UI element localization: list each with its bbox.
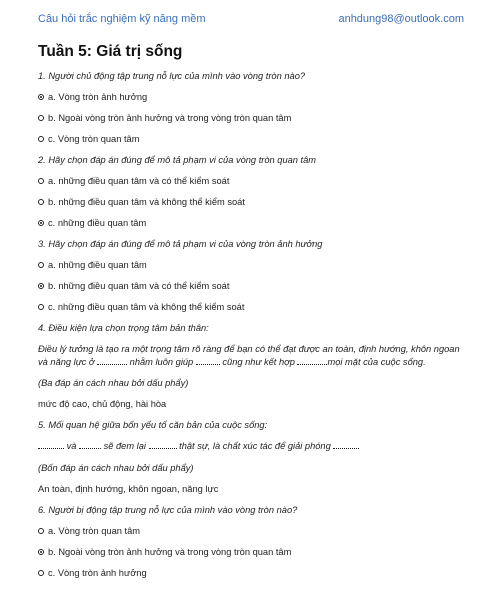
- radio-icon[interactable]: [38, 178, 44, 184]
- q4-note: (Ba đáp án cách nhau bởi dấu phẩy): [38, 378, 189, 388]
- q4-fill-in-text: Điều lý tưởng là tạo ra một trọng tâm rõ ràng để bạn có thể đạt được an toàn, định hướng, khôn ngoan và năng lực ở nhằm luôn giúp cũng như kết hợp mọi mặt của cuộc sống.: [38, 344, 460, 367]
- radio-icon[interactable]: [38, 262, 44, 268]
- q2-option-c[interactable]: c. những điều quan tâm: [38, 217, 468, 229]
- question-6: 6. Người bị động tập trung nỗ lực của mình vào vòng tròn nào?: [38, 504, 298, 515]
- author-email[interactable]: anhdung98@outlook.com: [338, 13, 464, 25]
- blank-field[interactable]: [79, 448, 101, 449]
- q5-answer: An toàn, định hướng, khôn ngoan, năng lực: [38, 483, 219, 494]
- q2-option-a[interactable]: a. những điều quan tâm và có thể kiểm soát: [38, 175, 468, 187]
- q5-note: (Bốn đáp án cách nhau bởi dấu phẩy): [38, 462, 194, 473]
- q2-option-b[interactable]: b. những điều quan tâm và không thể kiểm soát: [38, 196, 468, 208]
- page-header: [38, 0, 468, 28]
- blank-field[interactable]: [196, 364, 220, 365]
- q3-option-b[interactable]: b. những điều quan tâm và có thể kiểm soát: [38, 280, 468, 292]
- q3-option-c[interactable]: c. những điều quan tâm và không thể kiểm soát: [38, 301, 468, 313]
- radio-selected-icon[interactable]: [38, 549, 44, 555]
- question-3: 3. Hãy chọn đáp án đúng để mô tả phạm vi của vòng tròn ảnh hưởng: [38, 239, 323, 249]
- q1-option-b[interactable]: b. Ngoài vòng tròn ảnh hưởng và trong vòng tròn quan tâm: [38, 112, 468, 124]
- q4-answer: mức độ cao, chủ động, hài hòa: [38, 399, 167, 409]
- blank-field[interactable]: [297, 364, 327, 365]
- radio-icon[interactable]: [38, 570, 44, 576]
- radio-selected-icon[interactable]: [38, 94, 44, 100]
- question-4: 4. Điều kiện lựa chọn trọng tâm bản thân:: [38, 323, 209, 333]
- blank-field[interactable]: [38, 448, 64, 449]
- radio-selected-icon[interactable]: [38, 283, 44, 289]
- radio-icon[interactable]: [38, 304, 44, 310]
- question-1: 1. Người chủ động tập trung nỗ lực của mình vào vòng tròn nào?: [38, 71, 306, 81]
- radio-icon[interactable]: [38, 199, 44, 205]
- q6-option-a[interactable]: a. Vòng tròn quan tâm: [38, 525, 468, 537]
- radio-icon[interactable]: [38, 528, 44, 534]
- site-title[interactable]: Câu hỏi trắc nghiệm kỹ năng mềm: [38, 13, 206, 25]
- q3-option-a[interactable]: a. những điều quan tâm: [38, 259, 468, 271]
- radio-icon[interactable]: [38, 115, 44, 121]
- blank-field[interactable]: [97, 364, 127, 365]
- q6-option-c[interactable]: c. Vòng tròn ảnh hưởng: [38, 567, 468, 579]
- blank-field[interactable]: [149, 448, 177, 449]
- radio-icon[interactable]: [38, 136, 44, 142]
- question-2: 2. Hãy chọn đáp án đúng để mô tả phạm vi của vòng tròn quan tâm: [38, 155, 317, 165]
- radio-selected-icon[interactable]: [38, 220, 44, 226]
- q6-option-b[interactable]: b. Ngoài vòng tròn ảnh hưởng và trong vòng tròn quan tâm: [38, 546, 468, 558]
- question-5: 5. Mối quan hệ giữa bốn yếu tố căn bản của cuộc sống:: [38, 420, 268, 430]
- page-title: Tuần 5: Giá trị sống: [38, 43, 183, 60]
- q1-option-a[interactable]: a. Vòng tròn ảnh hưởng: [38, 91, 468, 103]
- q5-fill-in-text: và sẽ đem lại thật sự, là chất xúc tác để giải phóng: [38, 440, 468, 453]
- blank-field[interactable]: [333, 448, 359, 449]
- q1-option-c[interactable]: c. Vòng tròn quan tâm: [38, 133, 468, 145]
